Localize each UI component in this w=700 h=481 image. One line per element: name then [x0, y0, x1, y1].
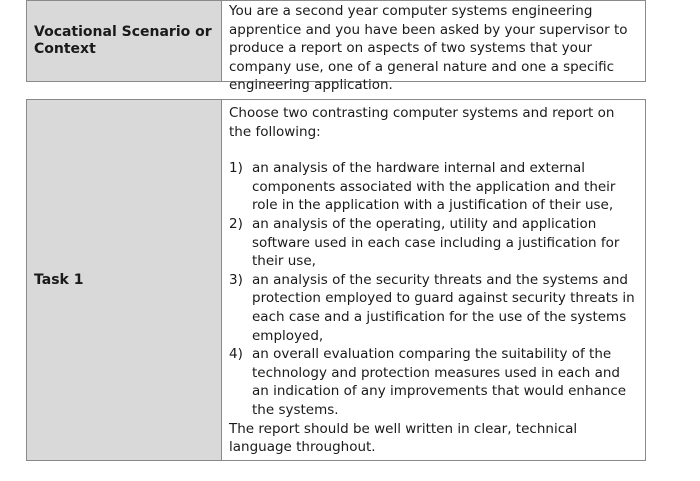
task-label: Task 1 [27, 100, 222, 460]
context-table [26, 0, 646, 94]
task-item-number: 3) [229, 271, 243, 288]
task-list [229, 159, 639, 419]
context-text: You are a second year computer systems engineering apprentice and you have been asked by your supervisor to produce a report on aspects of two systems that your company use, one of a general nature and one a specific engineering application. [229, 3, 628, 94]
task-item-text: an analysis of the hardware internal and external components associated with the application and their role in the application with a justification of their use, [252, 160, 616, 214]
task-item-number: 2) [229, 215, 243, 232]
task-content [222, 100, 645, 460]
context-label: Vocational Scenario or Context [27, 1, 222, 81]
task-intro: Choose two contrasting computer systems and report on the following: [229, 105, 615, 140]
task-item-text: an overall evaluation comparing the suitability of the technology and protection measures used in each and an indication of any improvements that would enhance the systems. [252, 346, 627, 418]
task-item-number: 1) [229, 160, 243, 177]
task-list-item [229, 345, 639, 419]
task-item-number: 4) [229, 346, 243, 363]
task-item-text: an analysis of the security threats and the systems and protection employed to guard against security threats in each case and a justification for the use of the systems employed, [252, 271, 635, 344]
task-item-text: an analysis of the operating, utility and application software used in each case including a justification for their use, [252, 215, 620, 270]
task-closing: The report should be well written in clear, technical language throughout. [229, 420, 578, 456]
task-list-item [229, 271, 639, 345]
task-list-item [229, 159, 639, 215]
task-list-item [229, 215, 639, 271]
task-table [26, 99, 646, 461]
